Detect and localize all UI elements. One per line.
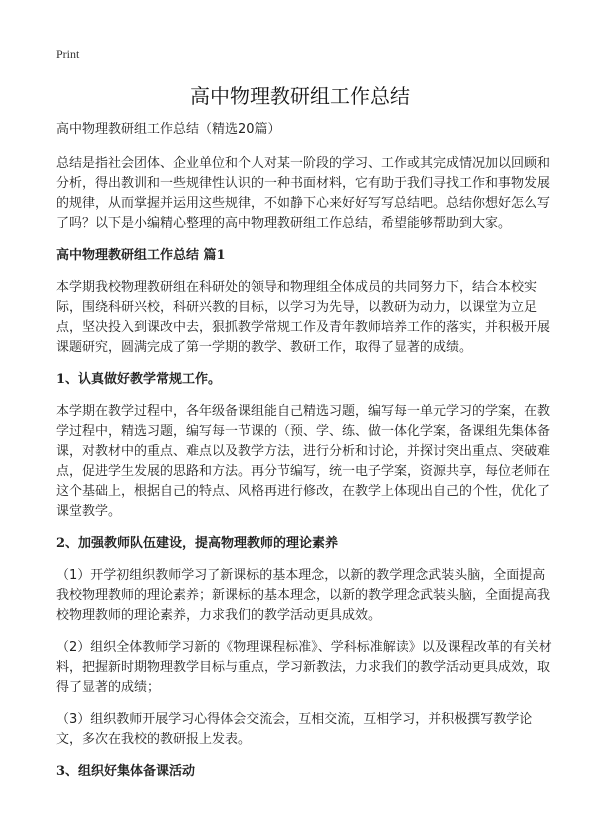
page-title: 高中物理教研组工作总结 — [190, 84, 410, 108]
document-subtitle: 高中物理教研组工作总结（精选20篇） — [56, 122, 281, 137]
paragraph-1: 本学期在教学过程中，各年级备课组能自己精选习题，编写每一单元学习的学案，在教学过程中，精选习题，编写每一节课的（预、学、练、做一体化学案，备课组先集体备课，对教材中的重点、难点以及教学方法，进行分析和讨论，并探讨突出重点、突破难点，促进学生发展的思路和方法。再分节编写，统一电子学案，资源共享，每位老师在这个基础上，根据自己的特点、风格再进行修改，在教学上体现出自己的个性，优化了课堂教学。 — [56, 404, 551, 519]
print-link[interactable]: Print — [56, 47, 80, 61]
paragraph-2a: （1）开学初组织教师学习了新课标的基本理念，以新的教学理念武装头脑，全面提高我校物理教师的理论素养；新课标的基本理念，以新的教学理念武装头脑，全面提高我校物理教师的理论素养，力求我们的教学活动更具成效。 — [56, 568, 551, 623]
document-body — [56, 120, 552, 794]
section-intro-paragraph: 本学期我校物理教研组在科研处的领导和物理组全体成员的共同努力下，结合本校实际，围绕科研兴校，科研兴教的目标，以学习为先导，以教研为动力，以课堂为立足点，坚决投入到课改中去，狠抓教学常规工作及青年教师培养工作的落实，并积极开展课题研究，圆满完成了第一学期的教学、教研工作，取得了显著的成绩。 — [56, 280, 551, 355]
heading-1: 1、认真做好教学常规工作。 — [56, 372, 222, 387]
intro-paragraph: 总结是指社会团体、企业单位和个人对某一阶段的学习、工作或其完成情况加以回顾和分析，得出教训和一些规律性认识的一种书面材料，它有助于我们寻找工作和事物发展的规律，从而掌握并运用这些规律，不如静下心来好好写写总结吧。总结你想好怎么写了吗？以下是小编精心整理的高中物理教研组工作总结，希望能够帮助到大家。 — [56, 156, 551, 231]
heading-3: 3、组织好集体备课活动 — [56, 764, 196, 779]
paragraph-2b: （2）组织全体教师学习新的《物理课程标准》、学科标准解读》以及课程改革的有关材料，把握新时期物理教学目标与重点，学习新教法，力求我们的教学活动更具成效，取得了显著的成绩； — [56, 640, 552, 695]
section-heading: 高中物理教研组工作总结 篇1 — [56, 248, 226, 263]
paragraph-2c: （3）组织教师开展学习心得体会交流会，互相交流，互相学习，并积极撰写教学论文，多次在我校的教研报上发表。 — [56, 712, 533, 747]
heading-2: 2、加强教师队伍建设，提高物理教师的理论素养 — [56, 536, 339, 551]
